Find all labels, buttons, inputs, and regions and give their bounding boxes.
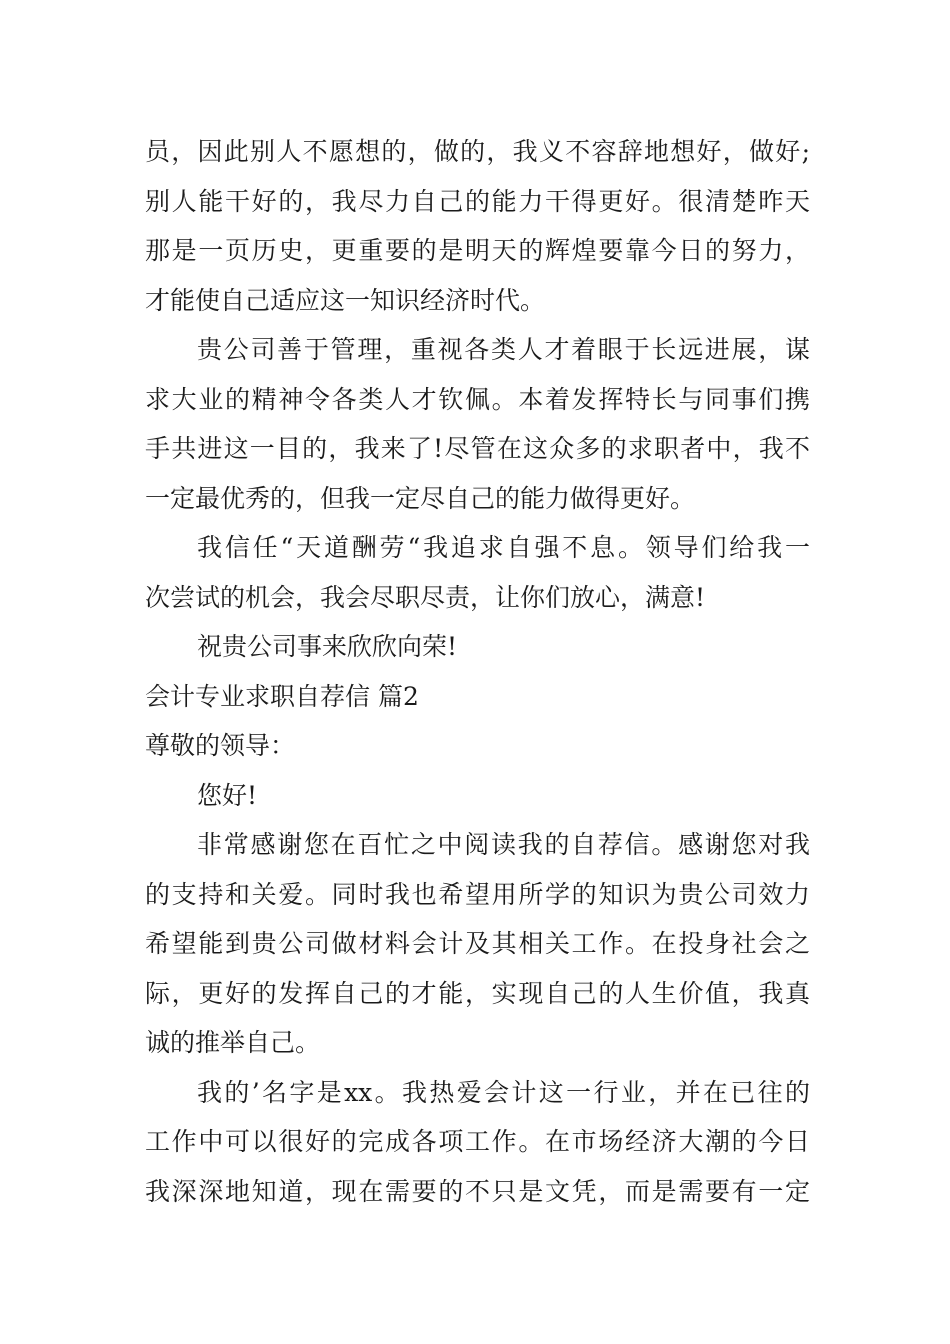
text-line: 诚的推举自己。 — [145, 1028, 321, 1057]
text-line: 我深深地知道，现在需要的不只是文凭，而是需要有一定 — [145, 1176, 810, 1206]
text-line: 您好! — [197, 780, 258, 810]
text-line: 非常感谢您在百忙之中阅读我的自荐信。感谢您对我 — [197, 830, 810, 859]
letter-body — [145, 127, 810, 1216]
text-line: 我信任“天道酬劳“我追求自强不息。领导们给我一 — [197, 533, 810, 562]
text-line: 的支持和关爱。同时我也希望用所学的知识为贵公司效力 — [145, 879, 810, 909]
text-line: 祝贵公司事来欣欣向荣! — [197, 632, 458, 661]
text-line: 别人能干好的，我尽力自己的能力干得更好。很清楚昨天 — [145, 186, 810, 216]
text-line: 求大业的精神令各类人才钦佩。本着发挥特长与同事们携 — [145, 384, 810, 414]
text-line: 希望能到贵公司做材料会计及其相关工作。在投身社会之 — [145, 929, 810, 958]
text-line: 会计专业求职自荐信 篇2 — [145, 681, 419, 711]
text-line: 尊敬的领导： — [145, 731, 296, 760]
text-line: 员，因此别人不愿想的，做的，我义不容辞地想好，做好; — [145, 137, 810, 166]
text-line: 际，更好的发挥自己的才能，实现自己的人生价值，我真 — [145, 978, 810, 1008]
text-line: 贵公司善于管理，重视各类人才着眼于长远进展，谋 — [197, 335, 810, 364]
text-line: 手共进这一目的，我来了!尽管在这众多的求职者中，我不 — [145, 434, 810, 463]
text-line: 才能使自己适应这一知识经济时代。 — [145, 285, 546, 315]
text-line: 一定最优秀的，但我一定尽自己的能力做得更好。 — [145, 483, 696, 513]
text-line: 工作中可以很好的完成各项工作。在市场经济大潮的今日 — [145, 1127, 810, 1156]
text-line: 次尝试的机会，我会尽职尽责，让你们放心，满意! — [145, 582, 706, 612]
text-line: 那是一页历史，更重要的是明天的辉煌要靠今日的努力， — [145, 236, 810, 265]
text-line: 我的’名字是xx。我热爱会计这一行业，并在已往的 — [197, 1077, 810, 1107]
